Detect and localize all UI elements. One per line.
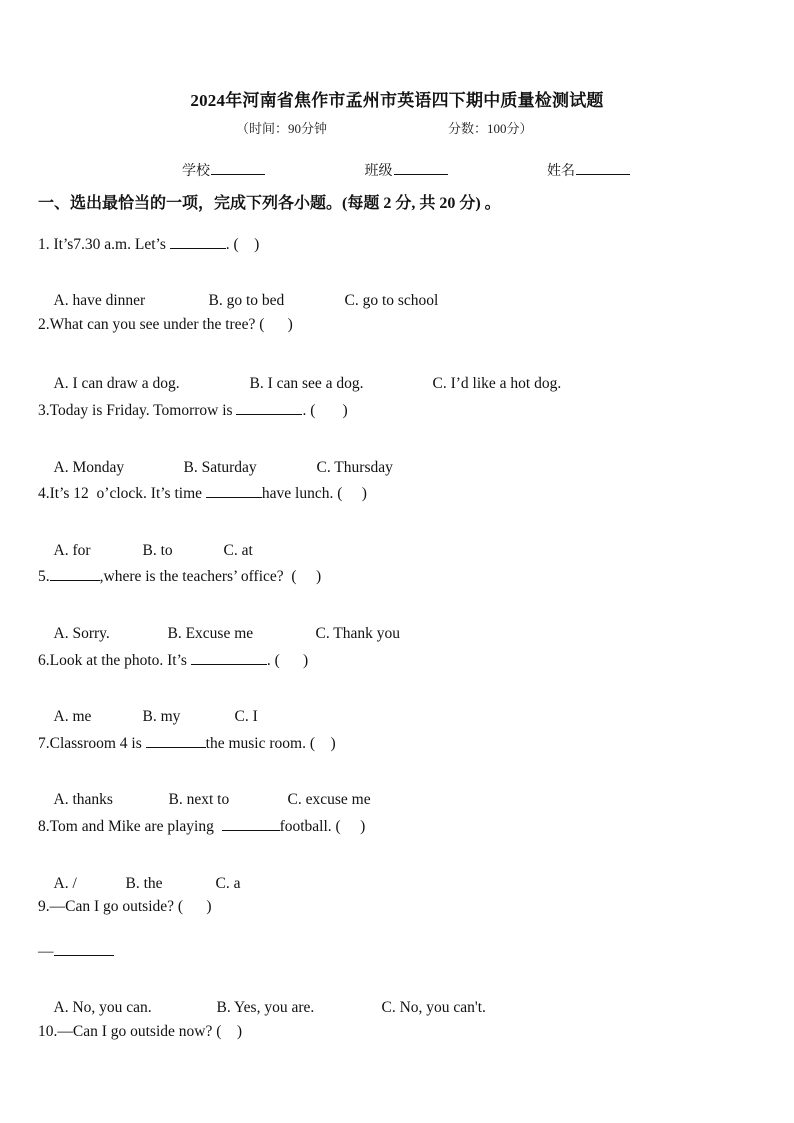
question-text-end: . ( )	[225, 236, 260, 253]
student-info	[182, 160, 630, 180]
question-6	[38, 649, 308, 670]
option-a[interactable]: A. No, you can.	[53, 999, 152, 1016]
answer-blank[interactable]	[206, 482, 262, 498]
option-a[interactable]: A. have dinner	[53, 292, 146, 309]
answer-blank[interactable]	[54, 940, 114, 956]
question-text-end: ,where is the teachers’ office? ( )	[99, 568, 322, 585]
class-label: 班级	[364, 164, 393, 179]
answer-blank[interactable]	[222, 815, 280, 831]
option-b[interactable]: B. to	[142, 542, 173, 559]
answer-blank[interactable]	[191, 649, 267, 665]
answer-blank[interactable]	[170, 233, 226, 249]
name-label: 姓名	[547, 164, 575, 179]
option-c[interactable]: C. I’d like a hot dog.	[432, 375, 562, 392]
exam-score: 分数：100分）	[448, 121, 533, 136]
question-text-end: football. ( )	[279, 818, 366, 835]
option-b[interactable]: B. I can see a dog.	[249, 375, 364, 392]
option-b[interactable]: B. Saturday	[183, 459, 257, 476]
question-text: 8.Tom and Mike are playing	[38, 818, 222, 835]
option-b[interactable]: B. Excuse me	[167, 625, 254, 642]
class-field[interactable]	[365, 160, 448, 180]
question-text: 9.—Can I go outside? ( )	[38, 898, 212, 915]
option-c[interactable]: C. at	[223, 542, 253, 559]
option-b[interactable]: B. the	[125, 875, 163, 892]
option-b[interactable]: B. my	[142, 708, 181, 725]
question-text: 4.It’s 12 o’clock. It’s time	[38, 485, 206, 502]
question-text: 10.—Can I go outside now? ( )	[38, 1023, 243, 1040]
question-9	[38, 898, 211, 916]
option-c[interactable]: C. I	[234, 708, 258, 725]
school-blank[interactable]	[211, 160, 265, 175]
question-text: 3.Today is Friday. Tomorrow is	[38, 402, 237, 419]
question-3	[38, 399, 348, 420]
option-a[interactable]: A. thanks	[53, 791, 113, 808]
question-7	[38, 732, 336, 753]
section-heading: 一、选出最恰当的一项，完成下列各小题。(每题 2 分, 共 20 分) 。	[38, 195, 501, 212]
option-b[interactable]: B. Yes, you are.	[216, 999, 315, 1016]
answer-blank[interactable]	[50, 565, 100, 581]
name-blank[interactable]	[576, 160, 630, 175]
option-a[interactable]: A. for	[53, 542, 91, 559]
question-text-end: . ( )	[266, 652, 309, 669]
option-a[interactable]: A. Sorry.	[53, 625, 110, 642]
question-text: 5.	[38, 568, 50, 585]
option-b[interactable]: B. go to bed	[208, 292, 285, 309]
answer-blank[interactable]	[236, 399, 302, 415]
answer-blank[interactable]	[146, 732, 206, 748]
exam-time: （时间：90分钟	[236, 121, 328, 136]
option-c[interactable]: C. go to school	[344, 292, 439, 309]
option-a[interactable]: A. Monday	[53, 459, 125, 476]
option-c[interactable]: C. excuse me	[287, 791, 371, 808]
school-field[interactable]	[182, 160, 265, 180]
question-5	[38, 565, 321, 586]
option-c[interactable]: C. Thursday	[316, 459, 393, 476]
option-a[interactable]: A. I can draw a dog.	[53, 375, 180, 392]
question-text: 1. It’s7.30 a.m. Let’s	[38, 236, 170, 253]
option-c[interactable]: C. Thank you	[315, 625, 401, 642]
question-text: 2.What can you see under the tree? ( )	[38, 316, 293, 333]
exam-meta	[236, 118, 533, 137]
school-label: 学校	[182, 164, 210, 179]
option-a[interactable]: A. me	[53, 708, 92, 725]
question-8	[38, 815, 365, 836]
option-c[interactable]: C. a	[215, 875, 241, 892]
class-blank[interactable]	[394, 160, 448, 175]
option-b[interactable]: B. next to	[168, 791, 230, 808]
question-1	[38, 233, 259, 254]
name-field[interactable]	[547, 160, 630, 180]
reply-line-9	[38, 940, 114, 961]
question-text-end: the music room. ( )	[205, 735, 336, 752]
question-text: 7.Classroom 4 is	[38, 735, 146, 752]
question-text-end: have lunch. ( )	[261, 485, 367, 502]
question-10	[38, 1023, 242, 1041]
question-2	[38, 316, 293, 334]
exam-title: 2024年河南省焦作市孟州市英语四下期中质量检测试题	[190, 91, 604, 110]
option-c[interactable]: C. No, you can't.	[381, 999, 486, 1016]
question-text-end: . ( )	[302, 402, 348, 419]
reply-dash: —	[38, 943, 54, 960]
question-4	[38, 482, 367, 503]
question-text: 6.Look at the photo. It’s	[38, 652, 191, 669]
option-a[interactable]: A. /	[53, 875, 77, 892]
